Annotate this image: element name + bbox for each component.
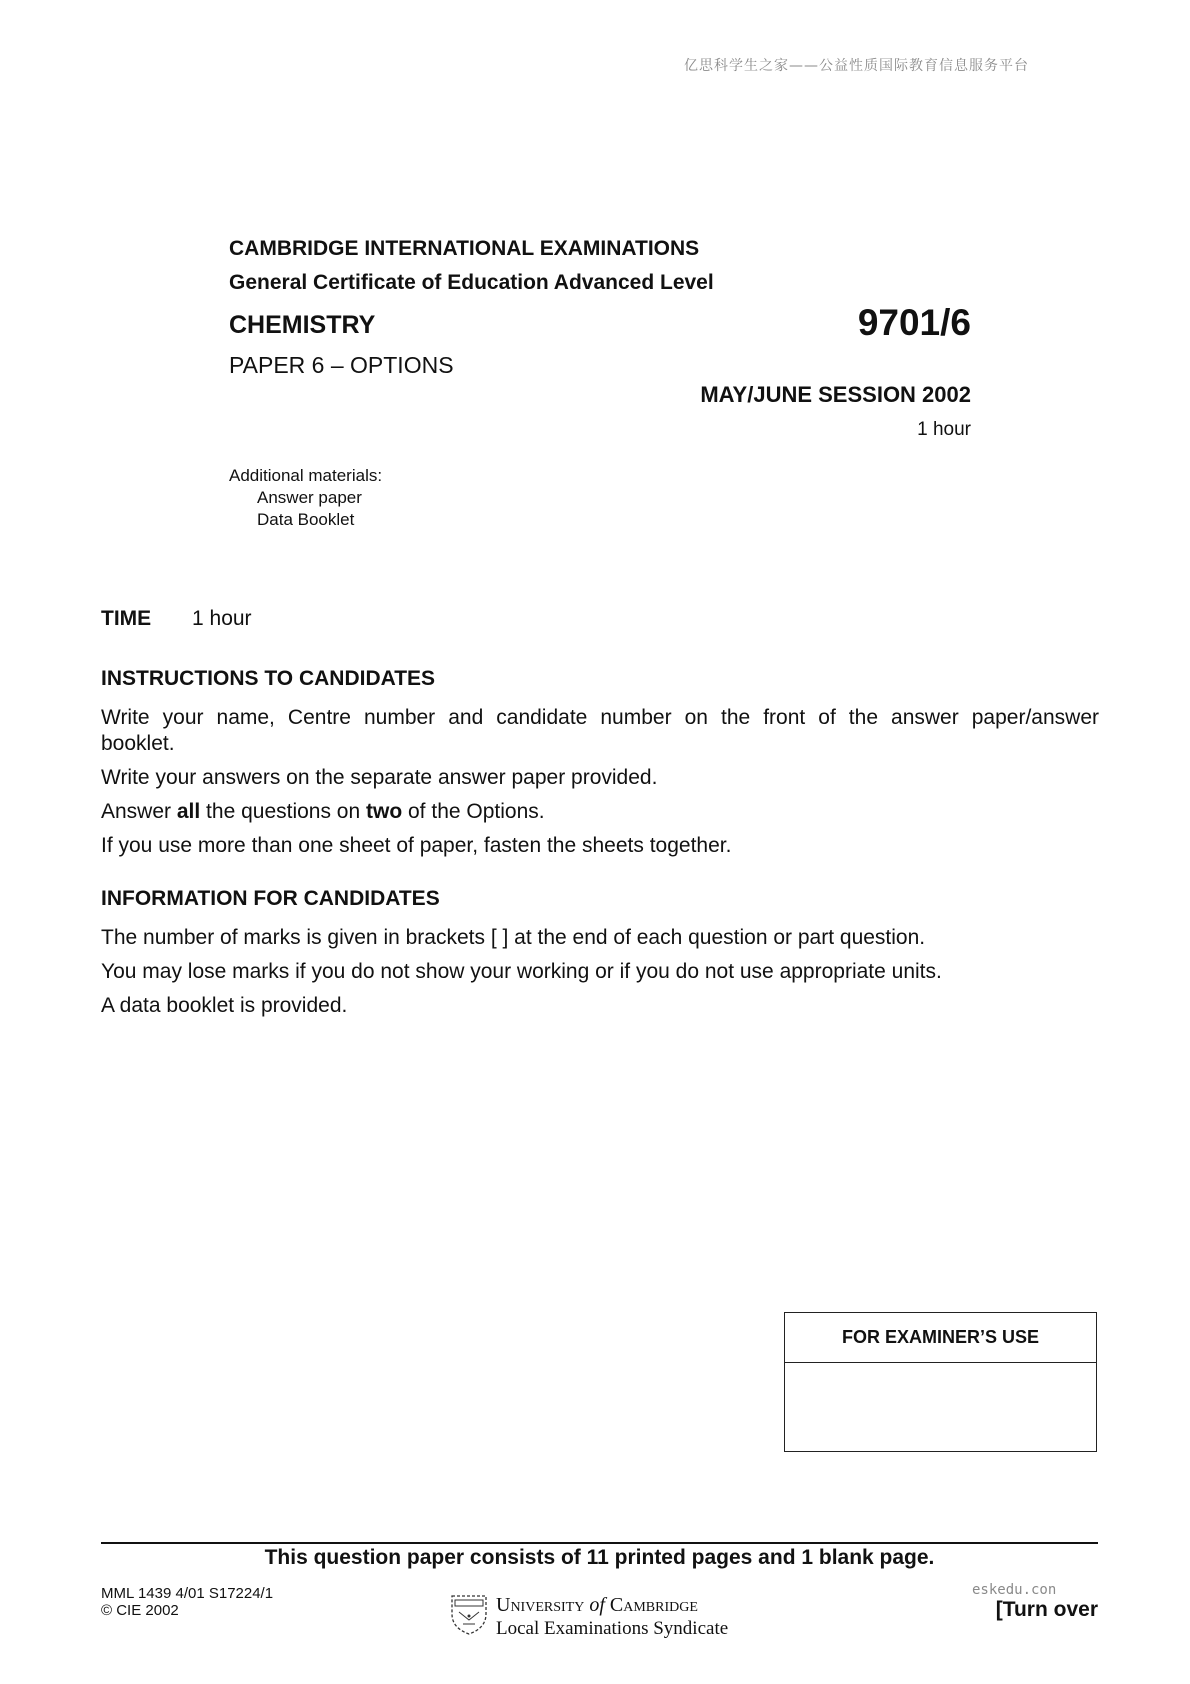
duration: 1 hour [917,419,971,440]
instr-emphasis-two: two [366,800,403,823]
information-line: You may lose marks if you do not show your working or if you do not use appropriate units. [101,960,942,983]
additional-materials [229,465,382,531]
materials-item: Answer paper [257,488,362,507]
instruction-line: Write your name, Centre number and candidate number on the front of the answer paper/answer [101,706,1099,729]
logo-word: University [496,1594,585,1616]
instr-text: Answer [101,800,177,823]
examiner-use-box [784,1312,1097,1452]
university-shield-icon [449,1592,489,1636]
information-line: A data booklet is provided. [101,994,348,1017]
instructions-heading: INSTRUCTIONS TO CANDIDATES [101,667,436,690]
logo-word: of [589,1594,605,1616]
paper-code: 9701/6 [857,302,971,343]
exam-board: CAMBRIDGE INTERNATIONAL EXAMINATIONS [229,237,700,260]
time-row [101,607,252,631]
watermark-top: 亿思科学生之家——公益性质国际教育信息服务平台 [684,58,1029,74]
information-line: The number of marks is given in brackets [ ] at the end of each question or part question. [101,926,926,949]
subject-title: CHEMISTRY [229,311,376,339]
session: MAY/JUNE SESSION 2002 [700,382,971,407]
footer-ref [101,1585,273,1619]
instruction-line [101,799,1099,825]
instruction-line: booklet. [101,732,175,755]
instruction-line: If you use more than one sheet of paper, fasten the sheets together. [101,834,732,857]
information-body [101,925,1099,1019]
materials-item: Data Booklet [257,510,355,529]
instr-text: of the Options. [402,800,545,823]
watermark-bottom: eskedu.con [972,1582,1057,1598]
reference-code: MML 1439 4/01 S17224/1 [101,1585,274,1602]
logo-word: Cambridge [609,1594,698,1616]
instr-emphasis-all: all [176,800,201,823]
instructions-body [101,705,1099,859]
instruction-line: Write your answers on the separate answer paper provided. [101,766,658,789]
instr-text: the questions on [200,800,367,823]
footer-rule [101,1542,1098,1544]
logo-subtitle: Local Examinations Syndicate [496,1618,729,1639]
materials-label: Additional materials: [229,466,383,485]
information-heading: INFORMATION FOR CANDIDATES [101,887,440,910]
time-label: TIME [101,607,152,630]
turn-over: [Turn over [995,1598,1098,1621]
university-logo-text [496,1593,728,1641]
qualification: General Certificate of Education Advanced Level [229,271,714,294]
paper-name: PAPER 6 – OPTIONS [229,352,454,378]
time-value: 1 hour [192,607,252,630]
examiner-box-title: FOR EXAMINER’S USE [785,1313,1096,1363]
pages-note: This question paper consists of 11 printed pages and 1 blank page. [264,1546,935,1569]
copyright: © CIE 2002 [101,1602,179,1619]
